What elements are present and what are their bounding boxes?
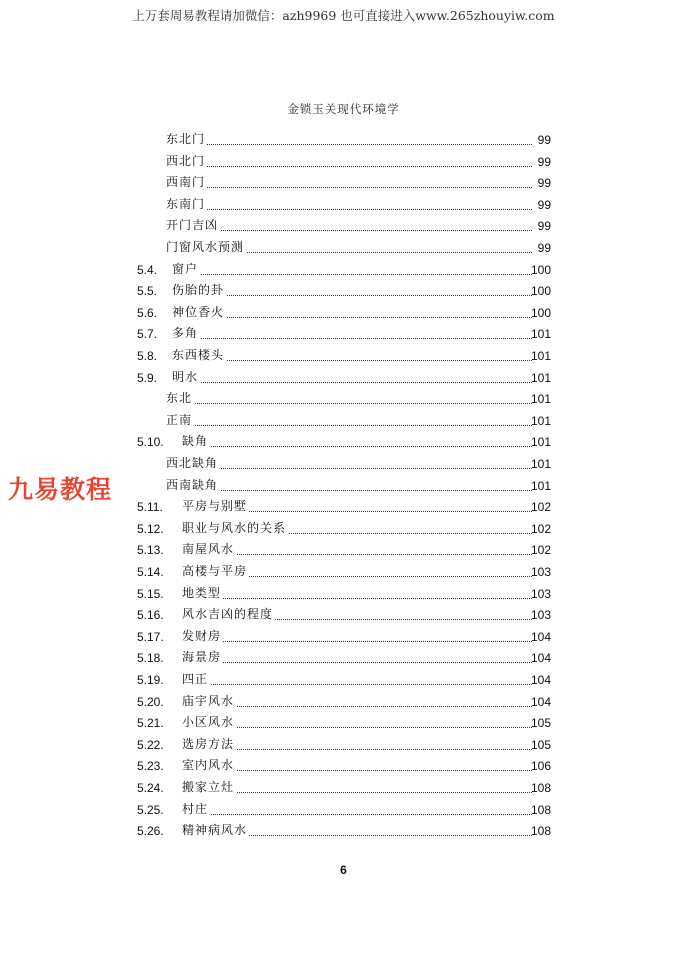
toc-entry-page: 101 <box>530 349 551 363</box>
toc-entry-number: 5.21. <box>137 716 164 731</box>
toc-entry-label: 高楼与平房 <box>182 564 248 578</box>
toc-entry[interactable] <box>0 647 687 667</box>
toc-entry-leader <box>182 662 532 663</box>
toc-entry-number: 5.17. <box>137 629 164 644</box>
toc-entry-label: 东南门 <box>166 196 206 211</box>
toc-entry-leader <box>172 382 532 383</box>
toc-entry-label: 伤胎的卦 <box>172 283 225 298</box>
toc-entry[interactable] <box>0 669 687 689</box>
toc-entry-label: 窗户 <box>172 261 199 276</box>
toc-entry-label: 门窗风水预测 <box>166 240 245 254</box>
toc-entry-number: 5.24. <box>137 781 164 795</box>
toc-entry-label: 西南门 <box>166 175 206 190</box>
toc-entry-label: 神位香火 <box>172 304 225 319</box>
toc-entry-page: 101 <box>530 327 551 342</box>
toc-entry-label: 小区风水 <box>182 715 235 730</box>
toc-entry-label: 西北门 <box>166 153 206 168</box>
toc-entry-label: 精神病风水 <box>182 823 248 838</box>
toc-entry[interactable] <box>0 453 687 473</box>
toc-entry-page: 101 <box>530 457 551 471</box>
toc-entry-number: 5.14. <box>137 565 164 579</box>
toc-entry-page: 100 <box>530 262 551 277</box>
toc-entry-leader <box>172 338 532 339</box>
toc-entry-page: 103 <box>530 586 551 601</box>
page-number: 6 <box>340 863 347 877</box>
toc-entry-leader <box>172 274 532 275</box>
toc-entry-number: 5.20. <box>137 694 164 709</box>
toc-entry-leader <box>166 490 532 491</box>
toc-entry-page: 100 <box>530 284 551 299</box>
toc-entry-page: 108 <box>530 802 551 817</box>
toc-entry-leader <box>166 230 532 231</box>
toc-entry[interactable] <box>0 561 687 581</box>
toc-entry-page: 104 <box>530 694 551 709</box>
toc-entry-number: 5.5. <box>137 284 158 299</box>
toc-entry-leader <box>166 403 532 404</box>
toc-entry[interactable] <box>0 799 687 819</box>
toc-entry-number: 5.16. <box>137 608 164 623</box>
toc-entry-label: 南屋风水 <box>182 542 235 557</box>
toc-entry-leader <box>182 598 532 599</box>
toc-entry[interactable] <box>0 475 687 495</box>
toc-entry-page: 103 <box>530 608 551 623</box>
toc-entry[interactable] <box>0 777 687 797</box>
toc-entry-number: 5.9. <box>137 370 158 385</box>
toc-entry[interactable] <box>0 626 687 646</box>
toc-entry-label: 村庄 <box>182 801 209 816</box>
toc-entry-page: 99 <box>537 176 551 191</box>
toc-entry-label: 西北缺角 <box>166 456 219 470</box>
toc-entry[interactable] <box>0 583 687 603</box>
toc-entry-label: 地类型 <box>182 585 222 600</box>
toc-entry-page: 100 <box>530 305 551 320</box>
toc-entry-page: 99 <box>537 133 551 147</box>
toc-entry-number: 5.6. <box>137 305 158 320</box>
toc-entry-number: 5.10. <box>137 435 164 450</box>
toc-entry-page: 101 <box>530 435 551 450</box>
toc-entry-number: 5.8. <box>137 349 158 363</box>
toc-entry-page: 104 <box>530 673 551 687</box>
toc-entry-page: 106 <box>530 759 551 774</box>
watermark-logo: 九易教程 <box>8 475 113 504</box>
toc-entry-leader <box>166 425 532 426</box>
toc-entry[interactable] <box>0 820 687 840</box>
toc-entry[interactable] <box>0 345 687 365</box>
toc-entry-number: 5.4. <box>137 262 158 277</box>
toc-entry[interactable] <box>0 323 687 343</box>
toc-entry[interactable] <box>0 734 687 754</box>
toc-entry[interactable] <box>0 518 687 538</box>
toc-entry-page: 101 <box>530 392 551 407</box>
toc-entry-page: 102 <box>530 543 551 558</box>
toc-entry-label: 开门吉凶 <box>166 218 219 233</box>
toc-entry-page: 102 <box>530 521 551 536</box>
toc-entry-label: 四正 <box>182 672 209 686</box>
toc-entry-leader <box>182 684 532 685</box>
toc-entry-page: 99 <box>537 154 551 169</box>
toc-entry-number: 5.19. <box>137 673 164 687</box>
toc-entry-label: 东北 <box>166 391 193 406</box>
toc-entry[interactable] <box>0 280 687 300</box>
toc-entry-page: 104 <box>530 651 551 666</box>
toc-entry-label: 室内风水 <box>182 758 235 773</box>
toc-entry-leader <box>166 209 532 210</box>
toc-entry[interactable] <box>0 172 687 192</box>
toc-entry[interactable] <box>0 539 687 559</box>
toc-entry[interactable] <box>0 259 687 279</box>
toc-entry-label: 风水吉凶的程度 <box>182 607 274 622</box>
toc-entry-page: 105 <box>530 737 551 752</box>
toc-entry[interactable] <box>0 194 687 214</box>
toc-entry-label: 海景房 <box>182 650 222 665</box>
toc-entry-label: 东西楼头 <box>172 348 225 362</box>
toc-entry-label: 缺角 <box>182 434 209 449</box>
toc-entry[interactable] <box>0 151 687 171</box>
toc-entry-number: 5.13. <box>137 543 164 558</box>
toc-entry-label: 庙宇风水 <box>182 693 235 708</box>
toc-entry[interactable] <box>0 604 687 624</box>
toc-entry-label: 东北门 <box>166 132 206 146</box>
toc-entry-label: 明水 <box>172 369 199 384</box>
toc-entry-leader <box>166 187 532 188</box>
toc-entry-leader <box>182 641 532 642</box>
toc-entry-leader <box>182 446 532 447</box>
toc-entry-number: 5.11. <box>137 500 163 515</box>
toc-entry-number: 5.15. <box>137 586 164 601</box>
toc-entry-page: 104 <box>530 629 551 644</box>
toc-entry-number: 5.25. <box>137 802 164 817</box>
toc-entry-number: 5.12. <box>137 521 164 536</box>
toc-entry-number: 5.23. <box>137 759 164 774</box>
toc-entry-label: 选房方法 <box>182 736 235 751</box>
toc-entry[interactable] <box>0 496 687 516</box>
toc-entry-page: 102 <box>530 500 551 515</box>
toc-entry[interactable] <box>0 237 687 257</box>
toc-entry-page: 99 <box>537 197 551 212</box>
toc-entry-number: 5.26. <box>137 824 164 839</box>
toc-entry-page: 101 <box>530 478 551 493</box>
toc-entry-label: 职业与风水的关系 <box>182 520 287 535</box>
toc-entry-number: 5.22. <box>137 737 164 752</box>
toc-entry-label: 西南缺角 <box>166 477 219 492</box>
toc-entry-leader <box>166 166 532 167</box>
toc-entry-leader <box>166 144 532 145</box>
toc-entry[interactable] <box>0 431 687 451</box>
toc-entry-label: 平房与别墅 <box>182 499 248 514</box>
toc-entry-page: 103 <box>530 565 551 579</box>
toc-entry[interactable] <box>0 712 687 732</box>
document-title: 金锁玉关现代环境学 <box>287 102 400 116</box>
toc-entry[interactable] <box>0 215 687 235</box>
toc-entry-leader <box>182 814 532 815</box>
top-banner-text: 上万套周易教程请加微信：azh9969 也可直接进入www.265zhouyiw.com <box>132 8 555 23</box>
toc-entry[interactable] <box>0 755 687 775</box>
toc-entry-number: 5.18. <box>137 651 164 666</box>
toc-entry-page: 99 <box>537 241 551 255</box>
toc-entry[interactable] <box>0 410 687 430</box>
toc-entry[interactable] <box>0 129 687 149</box>
toc-entry-page: 105 <box>530 716 551 731</box>
toc-entry-label: 发财房 <box>182 628 222 643</box>
toc-entry-page: 101 <box>530 413 551 428</box>
toc-entry-page: 99 <box>537 219 551 234</box>
toc-entry-label: 正南 <box>166 412 193 427</box>
toc-entry-label: 搬家立灶 <box>182 780 235 794</box>
toc-entry-page: 108 <box>530 781 551 795</box>
toc-entry-leader <box>166 468 532 469</box>
toc-entry[interactable] <box>0 367 687 387</box>
toc-entry-label: 多角 <box>172 326 199 341</box>
toc-entry-number: 5.7. <box>137 327 158 342</box>
toc-entry-page: 101 <box>530 370 551 385</box>
toc-entry-page: 108 <box>530 824 551 839</box>
toc-entry[interactable] <box>0 388 687 408</box>
toc-entry[interactable] <box>0 302 687 322</box>
toc-entry[interactable] <box>0 691 687 711</box>
